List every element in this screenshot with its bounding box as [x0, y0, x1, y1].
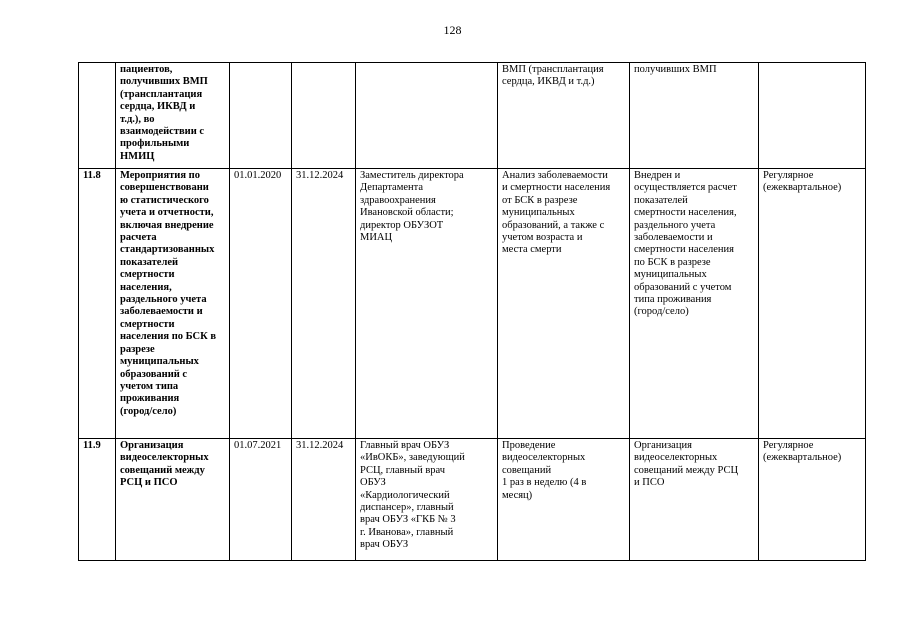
responsible	[356, 63, 498, 169]
end-date: 31.12.2024	[292, 439, 356, 561]
frequency	[759, 63, 866, 169]
page-number: 128	[443, 23, 462, 37]
frequency: Регулярное (ежеквартальное)	[759, 169, 866, 439]
end-date: 31.12.2024	[292, 169, 356, 439]
row-number	[79, 63, 116, 169]
result: Организация видеоселекторных совещаний между РСЦ и ПСО	[630, 439, 759, 561]
row-number: 11.8	[79, 169, 116, 439]
event-name: Мероприятия по совершенствовани ю статистического учета и отчетности, включая внедрение расчета стандартизованных показателей смертности населения, раздельного учета заболеваемости и смертности населения по БСК в разрезе муниципальных образований с учетом типа проживания (город/село)	[116, 169, 230, 439]
characteristic: Анализ заболеваемости и смертности населения от БСК в разрезе муниципальных образований, а также с учетом возраста и места смерти	[498, 169, 630, 439]
responsible: Главный врач ОБУЗ «ИвОКБ», заведующий РСЦ, главный врач ОБУЗ «Кардиологический диспансер», главный врач ОБУЗ «ГКБ № 3 г. Иванова», главный врач ОБУЗ	[356, 439, 498, 561]
frequency: Регулярное (ежеквартальное)	[759, 439, 866, 561]
event-name: пациентов, получивших ВМП (трансплантация сердца, ИКВД и т.д.), во взаимодействии с профильными НМИЦ	[116, 63, 230, 169]
table-row	[79, 439, 866, 561]
start-date: 01.01.2020	[230, 169, 292, 439]
start-date	[230, 63, 292, 169]
result: получивших ВМП	[630, 63, 759, 169]
characteristic: Проведение видеоселекторных совещаний 1 раз в неделю (4 в месяц)	[498, 439, 630, 561]
measures-table	[78, 62, 866, 561]
start-date: 01.07.2021	[230, 439, 292, 561]
table-row	[79, 169, 866, 439]
characteristic: ВМП (трансплантация сердца, ИКВД и т.д.)	[498, 63, 630, 169]
responsible: Заместитель директора Департамента здравоохранения Ивановской области; директор ОБУЗОТ МИАЦ	[356, 169, 498, 439]
event-name: Организация видеоселекторных совещаний между РСЦ и ПСО	[116, 439, 230, 561]
table-row	[79, 63, 866, 169]
row-number: 11.9	[79, 439, 116, 561]
result: Внедрен и осуществляется расчет показателей смертности населения, раздельного учета заболеваемости и смертности населения по БСК в разрезе муниципальных образований с учетом типа проживания (город/село)	[630, 169, 759, 439]
end-date	[292, 63, 356, 169]
